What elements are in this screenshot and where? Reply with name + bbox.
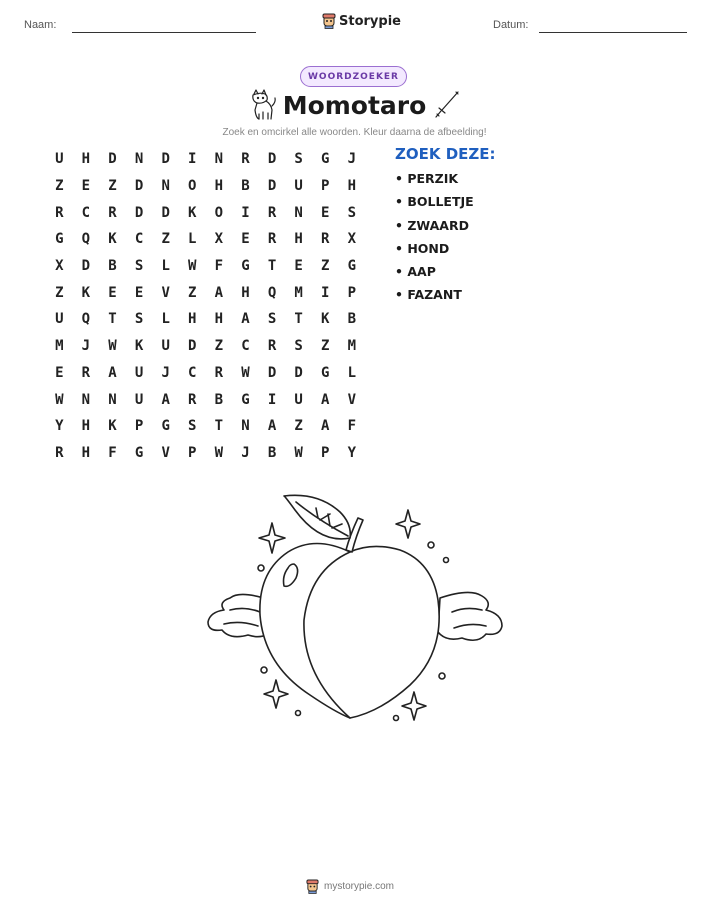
grid-letter[interactable]: F [347, 418, 357, 435]
grid-row [46, 306, 365, 333]
grid-letter[interactable]: A [108, 364, 117, 381]
grid-letter[interactable]: N [108, 391, 117, 408]
grid-letter[interactable]: W [188, 258, 197, 275]
grid-letter[interactable]: U [55, 151, 64, 168]
grid-letter[interactable]: B [267, 444, 277, 461]
grid-letter[interactable]: N [81, 391, 91, 408]
grid-letter[interactable]: W [214, 444, 224, 461]
grid-letter[interactable]: H [81, 418, 91, 435]
grid-letter[interactable]: Z [188, 284, 197, 301]
grid-letter[interactable]: T [108, 311, 117, 328]
grid-letter[interactable]: S [294, 338, 303, 355]
grid-letter[interactable]: H [347, 178, 357, 195]
grid-letter[interactable]: G [55, 231, 64, 248]
grid-letter[interactable]: R [267, 231, 277, 248]
grid-letter[interactable]: G [347, 258, 357, 275]
grid-letter[interactable]: V [161, 284, 170, 301]
grid-letter[interactable]: D [134, 204, 144, 221]
date-label: Datum: [493, 19, 529, 31]
grid-letter[interactable]: D [267, 178, 277, 195]
grid-letter[interactable]: Y [347, 444, 357, 461]
grid-letter[interactable]: A [321, 418, 330, 435]
grid-letter[interactable]: C [188, 364, 197, 381]
grid-letter[interactable]: E [55, 364, 64, 381]
grid-letter[interactable]: W [55, 391, 64, 408]
grid-letter[interactable]: N [294, 204, 303, 221]
word-list-item: • ZWAARD [395, 217, 469, 233]
grid-letter[interactable]: U [294, 178, 303, 195]
grid-letter[interactable]: Q [81, 311, 91, 328]
grid-letter[interactable]: Q [81, 231, 91, 248]
brand-logo [322, 13, 401, 29]
grid-letter[interactable]: P [321, 444, 330, 461]
word-list-item: • HOND [395, 240, 450, 256]
grid-letter[interactable]: G [241, 258, 250, 275]
grid-letter[interactable]: C [241, 338, 250, 355]
grid-letter[interactable]: I [188, 151, 197, 168]
grid-letter[interactable]: U [161, 338, 170, 355]
grid-letter[interactable]: P [188, 444, 197, 461]
grid-letter[interactable]: R [188, 391, 197, 408]
grid-letter[interactable]: R [267, 204, 277, 221]
grid-letter[interactable]: G [241, 391, 250, 408]
word-list-item: • AAP [395, 264, 436, 280]
grid-letter[interactable]: Z [214, 338, 224, 355]
grid-letter[interactable]: H [214, 311, 224, 328]
word-search-grid[interactable] [46, 146, 365, 466]
grid-letter[interactable]: I [321, 284, 330, 301]
grid-letter[interactable]: A [161, 391, 170, 408]
grid-letter[interactable]: P [134, 418, 144, 435]
grid-letter[interactable]: H [214, 178, 224, 195]
grid-letter[interactable]: H [241, 284, 250, 301]
grid-row [46, 360, 365, 387]
grid-letter[interactable]: T [267, 258, 277, 275]
grid-letter[interactable]: S [294, 151, 303, 168]
grid-letter[interactable]: E [108, 284, 117, 301]
storypie-mascot-icon [306, 879, 319, 894]
word-list-title: ZOEK DEZE: [395, 145, 496, 163]
grid-letter[interactable]: S [188, 418, 197, 435]
grid-letter[interactable]: K [134, 338, 144, 355]
grid-letter[interactable]: J [81, 338, 91, 355]
grid-letter[interactable]: S [347, 204, 357, 221]
grid-letter[interactable]: D [267, 364, 277, 381]
grid-letter[interactable]: H [294, 231, 303, 248]
grid-letter[interactable]: Z [108, 178, 117, 195]
grid-letter[interactable]: F [214, 258, 224, 275]
grid-letter[interactable]: R [267, 338, 277, 355]
worksheet-type-badge: WOORDZOEKER [300, 66, 407, 87]
grid-letter[interactable]: J [241, 444, 250, 461]
grid-letter[interactable]: V [347, 391, 357, 408]
grid-letter[interactable]: Z [321, 258, 330, 275]
grid-letter[interactable]: P [321, 178, 330, 195]
grid-row [46, 173, 365, 200]
grid-letter[interactable]: Z [55, 284, 64, 301]
grid-letter[interactable]: W [294, 444, 303, 461]
grid-letter[interactable]: A [214, 284, 224, 301]
grid-letter[interactable]: D [188, 338, 197, 355]
grid-letter[interactable]: K [188, 204, 197, 221]
grid-letter[interactable]: Z [161, 231, 170, 248]
grid-letter[interactable]: X [55, 258, 64, 275]
grid-letter[interactable]: U [134, 391, 144, 408]
grid-letter[interactable]: Q [267, 284, 277, 301]
grid-letter[interactable]: R [81, 364, 91, 381]
grid-letter[interactable]: N [161, 178, 170, 195]
grid-letter[interactable]: M [55, 338, 64, 355]
instructions: Zoek en omcirkel alle woorden. Kleur daarna de afbeelding! [222, 127, 487, 138]
grid-letter[interactable]: P [347, 284, 357, 301]
grid-letter[interactable]: U [134, 364, 144, 381]
grid-letter[interactable]: B [241, 178, 250, 195]
grid-letter[interactable]: E [321, 204, 330, 221]
word-list-item: • FAZANT [395, 287, 462, 303]
grid-letter[interactable]: I [267, 391, 277, 408]
grid-letter[interactable]: E [241, 231, 250, 248]
grid-letter[interactable]: K [321, 311, 330, 328]
grid-row [46, 440, 365, 467]
grid-letter[interactable]: Z [55, 178, 64, 195]
grid-letter[interactable]: S [134, 258, 144, 275]
grid-row [46, 333, 365, 360]
date-field-line[interactable] [539, 32, 687, 33]
footer-url[interactable]: mystorypie.com [324, 881, 395, 892]
grid-row [46, 253, 365, 280]
grid-letter[interactable]: N [134, 151, 144, 168]
grid-letter[interactable]: S [134, 311, 144, 328]
grid-letter[interactable]: N [214, 151, 224, 168]
grid-row [46, 226, 365, 253]
sword-icon [433, 90, 461, 120]
grid-letter[interactable]: B [347, 311, 357, 328]
grid-letter[interactable]: G [134, 444, 144, 461]
word-list-item: • BOLLETJE [395, 194, 474, 210]
grid-letter[interactable]: B [108, 258, 117, 275]
grid-letter[interactable]: G [321, 364, 330, 381]
grid-letter[interactable]: I [241, 204, 250, 221]
grid-letter[interactable]: T [214, 418, 224, 435]
grid-letter[interactable]: R [241, 151, 250, 168]
grid-letter[interactable]: C [81, 204, 91, 221]
grid-letter[interactable]: L [347, 364, 357, 381]
grid-row [46, 413, 365, 440]
grid-letter[interactable]: D [134, 178, 144, 195]
grid-letter[interactable]: Z [321, 338, 330, 355]
grid-letter[interactable]: R [55, 204, 64, 221]
grid-letter[interactable]: R [108, 204, 117, 221]
grid-letter[interactable]: H [81, 444, 91, 461]
grid-letter[interactable]: E [294, 258, 303, 275]
grid-letter[interactable]: D [161, 151, 170, 168]
grid-letter[interactable]: L [188, 231, 197, 248]
grid-letter[interactable]: K [108, 418, 117, 435]
grid-letter[interactable]: W [241, 364, 250, 381]
grid-letter[interactable]: G [161, 418, 170, 435]
grid-letter[interactable]: K [108, 231, 117, 248]
grid-letter[interactable]: O [214, 204, 224, 221]
footer [306, 879, 394, 894]
grid-letter[interactable]: Z [294, 418, 303, 435]
grid-letter[interactable]: U [294, 391, 303, 408]
name-field-line[interactable] [72, 32, 256, 33]
grid-letter[interactable]: M [347, 338, 357, 355]
word-list-item: • PERZIK [395, 171, 459, 186]
grid-letter[interactable]: C [134, 231, 144, 248]
grid-letter[interactable]: N [241, 418, 250, 435]
grid-letter[interactable]: E [81, 178, 91, 195]
grid-letter[interactable]: H [81, 151, 91, 168]
grid-letter[interactable]: T [294, 311, 303, 328]
grid-letter[interactable]: B [214, 391, 224, 408]
grid-row [46, 199, 365, 226]
grid-row [46, 386, 365, 413]
grid-letter[interactable]: S [267, 311, 277, 328]
grid-letter[interactable]: K [81, 284, 91, 301]
grid-letter[interactable]: A [321, 391, 330, 408]
peach-icon[interactable] [200, 490, 510, 730]
grid-letter[interactable]: X [214, 231, 224, 248]
grid-letter[interactable]: Y [55, 418, 64, 435]
grid-letter[interactable]: L [161, 311, 170, 328]
grid-letter[interactable]: A [241, 311, 250, 328]
grid-row [46, 279, 365, 306]
grid-letter[interactable]: J [347, 151, 357, 168]
name-label: Naam: [24, 19, 57, 31]
grid-row [46, 146, 365, 173]
grid-letter[interactable]: D [108, 151, 117, 168]
grid-letter[interactable]: M [294, 284, 303, 301]
grid-letter[interactable]: D [81, 258, 91, 275]
storypie-mascot-icon [322, 13, 336, 29]
grid-letter[interactable]: D [267, 151, 277, 168]
grid-letter[interactable]: R [321, 231, 330, 248]
grid-letter[interactable]: D [161, 204, 170, 221]
grid-letter[interactable]: W [108, 338, 117, 355]
grid-letter[interactable]: U [55, 311, 64, 328]
grid-letter[interactable]: L [161, 258, 170, 275]
grid-letter[interactable]: E [134, 284, 144, 301]
grid-letter[interactable]: J [161, 364, 170, 381]
grid-letter[interactable]: G [321, 151, 330, 168]
page-title: Momotaro [282, 91, 427, 120]
grid-letter[interactable]: D [294, 364, 303, 381]
grid-letter[interactable]: R [55, 444, 64, 461]
word-list [395, 145, 496, 311]
grid-letter[interactable]: R [214, 364, 224, 381]
grid-letter[interactable]: H [188, 311, 197, 328]
brand-name: Storypie [339, 13, 401, 29]
grid-letter[interactable]: O [188, 178, 197, 195]
grid-letter[interactable]: X [347, 231, 357, 248]
grid-letter[interactable]: F [108, 444, 117, 461]
grid-letter[interactable]: A [267, 418, 277, 435]
grid-letter[interactable]: V [161, 444, 170, 461]
